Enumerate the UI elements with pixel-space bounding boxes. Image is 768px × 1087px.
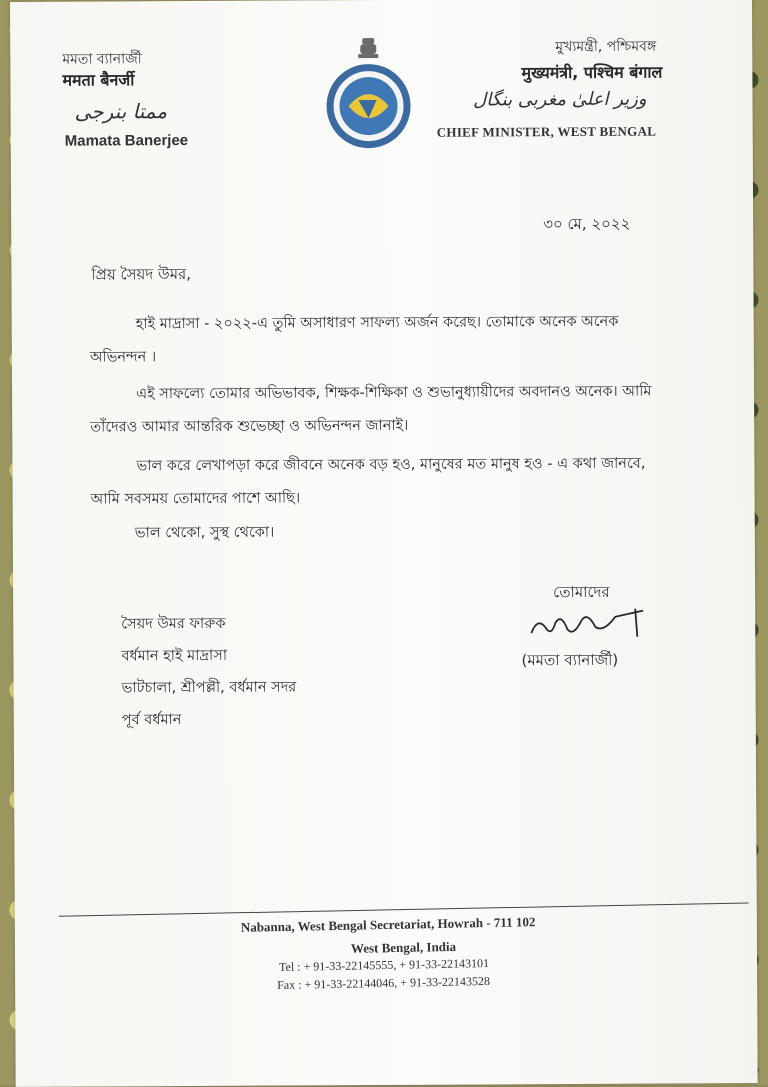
recipient-district: পূর্ব বর্ধমান (121, 712, 182, 729)
recipient-school: বর্ধমান হাই মাদ্রাসা (121, 647, 228, 665)
letterhead-name-bengali: মমতা ব্যানার্জী (62, 51, 142, 68)
letterhead-name-hindi: ममता बैनर्जी (62, 70, 135, 90)
signatory-name: (মমতা ব্যানার্জী) (521, 650, 619, 670)
body-paragraph: হাই মাদ্রাসা - ২০২২-এ তুমি অসাধারণ সাফল্য অর্জন করেছ। তোমাকে অনেক অনেক অভিনন্দন । (89, 313, 619, 366)
body-paragraph: ভাল থেকো, সুস্থ থেকো। (134, 524, 275, 542)
closing-line: তোমাদের (553, 582, 610, 602)
letterhead-name-urdu: ممتا بنرجی (74, 99, 168, 124)
body-paragraph: এই সাফল্যে তোমার অভিভাবক, শিক্ষক-শিক্ষিকা ও শুভানুধ্যায়ীদের অবদানও অনেক। আমি তাঁদেরও আমার আন্তরিক শুভেচ্ছা ও অভিনন্দন জানাই। (90, 383, 652, 436)
footer-address-line2: West Bengal, India (350, 938, 457, 956)
letter-date: ৩০ মে, ২০২২ (543, 214, 631, 234)
footer-telephone: Tel : + 91-33-22145555, + 91-33-22143101 (278, 955, 490, 975)
state-emblem-icon (318, 34, 419, 155)
handwritten-signature (525, 603, 655, 648)
salutation: প্রিয় সৈয়দ উমর, (91, 264, 192, 284)
letterhead-title-bengali: মুখ্যমন্ত্রী, পশ্চিমবঙ্গ (555, 38, 657, 56)
body-paragraph: ভাল করে লেখাপড়া করে জীবনে অনেক বড় হও, মানুষের মত মানুষ হও - এ কথা জানবে, আমি সবসময় তোমাদের পাশে আছি। (90, 455, 646, 508)
letter-page (10, 0, 758, 1087)
letterhead-title-urdu: وزیر اعلیٰ مغربی بنگال (473, 88, 647, 111)
letterhead-title-hindi: मुख्यमंत्री, पश्चिम बंगाल (521, 62, 663, 83)
footer-address-line1: Nabanna, West Bengal Secretariat, Howrah - 711 102 (240, 914, 536, 935)
recipient-name: সৈয়দ উমর ফারুক (121, 615, 226, 633)
footer-divider (59, 902, 749, 916)
footer-fax: Fax : + 91-33-22144046, + 91-33-22143528 (277, 973, 491, 993)
letterhead-title-english: CHIEF MINISTER, WEST BENGAL (436, 123, 657, 140)
letterhead-name-english: Mamata Banerjee (64, 132, 189, 150)
recipient-locality: ভাটচালা, শ্রীপল্লী, বর্ধমান সদর (121, 679, 297, 697)
